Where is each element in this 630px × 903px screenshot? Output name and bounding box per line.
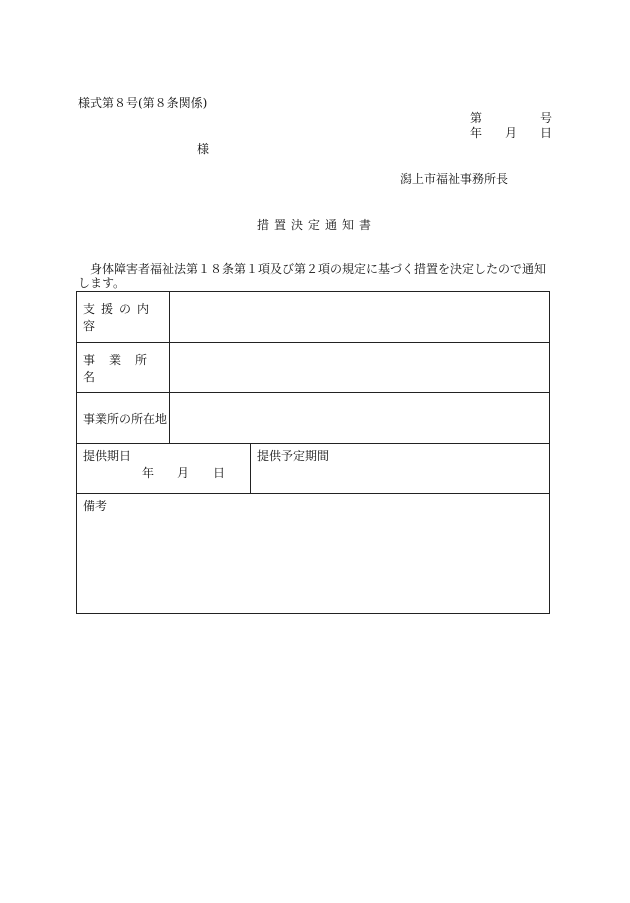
issue-date-year: 年 bbox=[470, 126, 483, 140]
sender-name: 潟上市福祉事務所長 bbox=[400, 172, 509, 186]
table-row-support bbox=[77, 292, 549, 343]
planned-period-cell[interactable] bbox=[251, 444, 549, 493]
office-name-field[interactable] bbox=[170, 343, 549, 392]
intro-text: 身体障害者福祉法第１８条第１項及び第２項の規定に基づく措置を決定したので通知します。 bbox=[78, 262, 547, 290]
planned-period-label: 提供予定期間 bbox=[257, 449, 330, 463]
recipient-honorific: 様 bbox=[197, 142, 210, 156]
table-row-office-address bbox=[77, 393, 549, 444]
start-date-day: 日 bbox=[213, 466, 226, 480]
document-number-suffix: 号 bbox=[540, 111, 553, 125]
start-date-label: 提供期日 bbox=[83, 449, 132, 463]
start-date-year: 年 bbox=[142, 466, 155, 480]
table-row-office-name bbox=[77, 343, 549, 393]
remarks-cell[interactable] bbox=[77, 494, 549, 613]
form-code: 様式第８号(第８条関係) bbox=[78, 96, 208, 110]
support-content-label: 支援の内容 bbox=[77, 292, 170, 342]
table-row-dates bbox=[77, 444, 549, 494]
office-address-label: 事業所の所在地 bbox=[77, 393, 170, 443]
start-date-month: 月 bbox=[177, 466, 190, 480]
remarks-label: 備考 bbox=[83, 499, 108, 513]
office-address-field[interactable] bbox=[170, 393, 549, 443]
document-number-prefix: 第 bbox=[470, 111, 483, 125]
decision-table bbox=[76, 291, 550, 614]
support-content-field[interactable] bbox=[170, 292, 549, 342]
issue-date-month: 月 bbox=[505, 126, 518, 140]
document-title: 措置決定通知書 bbox=[257, 218, 377, 232]
start-date-cell[interactable] bbox=[77, 444, 251, 493]
issue-date-day: 日 bbox=[540, 126, 553, 140]
office-name-label: 事業所名 bbox=[77, 343, 170, 392]
